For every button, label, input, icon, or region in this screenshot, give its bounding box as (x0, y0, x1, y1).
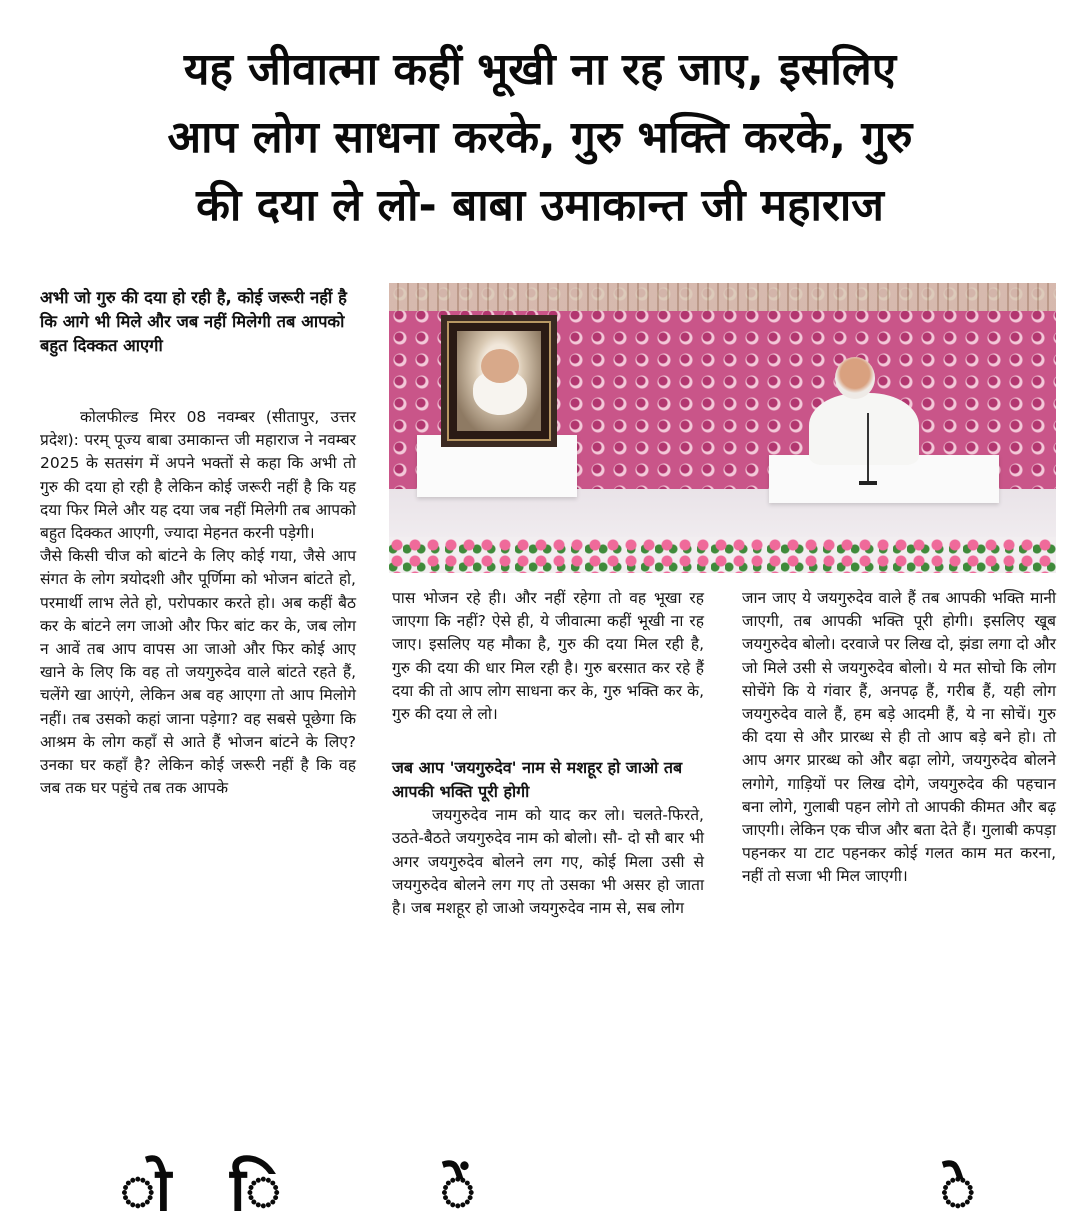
headline-line-2: आप लोग साधना करके, गुरु भक्ति करके, गुरु (167, 112, 913, 163)
microphone-stand (867, 413, 869, 483)
speaker-head (835, 357, 875, 399)
body-paragraph: जयगुरुदेव नाम को याद कर लो। चलते-फिरते, उठते-बैठते जयगुरुदेव नाम को बोलो। सौ- दो सौ बार भी अगर जयगुरुदेव बोलने लग गए, कोई मिला उसी से जयगुरुदेव बोलने लग गए तो उसका भी असर हो जाता है। जब मशहूर हो जाओ जयगुरुदेव नाम से, सब लोग (392, 806, 704, 918)
flower-decoration (389, 537, 1056, 573)
next-headline-cropped: ो ि ें े (120, 1155, 976, 1225)
article-column-1 (40, 406, 356, 800)
headline-line-3: की दया ले लो- बाबा उमाकान्त जी महाराज (196, 180, 884, 231)
body-paragraph: जैसे किसी चीज को बांटने के लिए कोई गया, जैसे आप संगत के लोग त्रयोदशी और पूर्णिमा को भोजन बांटते हो, परमार्थी लाभ लेते हो, परोपकार करते हो। अब कहीं बैठ कर के बांटने लग जाओ और फिर बांट कर के, जब लोग न आवें तब आप वापस आ जाओ और फिर कोई आए खाने के लिए कि वह तो जयगुरुदेव वाले बांटते रहते हैं, चलेंगे खा आएंगे, लेकिन अब वह आएगा तो आप मिलोगे नहीं। तब उसको कहां जाना पड़ेगा? वह सबसे पूछेगा कि आश्रम के लोग कहाँ से आते हैं भोजन बांटने के लिए? उनका घर कहाँ है? लेकिन कोई जरूरी नहीं है कि वह जब तक घर पहुंचे तब तक आपके (40, 547, 356, 798)
seated-speaker (809, 393, 919, 465)
body-paragraph: जान जाए ये जयगुरुदेव वाले हैं तब आपकी भक्ति मानी जाएगी, तब आपकी भक्ति पूरी होगी। इसलिए खूब जयगुरुदेव बोलो। दरवाजे पर लिख दो, झंडा लगा दो और जो मिले उसी से जयगुरुदेव बोलो। ये मत सोचो कि लोग सोचेंगे कि ये गंवार हैं, अनपढ़ हैं, गरीब हैं, यही लोग जयगुरुदेव वाले हैं, हम बड़े आदमी हैं, ये ना सोचें। गुरु की दया से और प्रारब्ध से ही तो आप बड़े बने हो। तो आप अगर प्रारब्ध को और बढ़ा लोगे, जयगुरुदेव बोलने लगोगे, गाड़ियों पर लिख दोगे, जयगुरुदेव की पहचान बना लोगे, गुलाबी पहन लोगे तो आपकी कीमत और बढ़ जाएगी। लेकिन एक चीज और बता देते हैं। गुलाबी कपड़ा पहनकर या टाट पहनकर कोई गलत काम मत करना, नहीं तो सजा भी मिल जाएगी। (742, 589, 1056, 886)
stage-canopy (389, 283, 1056, 311)
subheadline: अभी जो गुरु की दया हो रही है, कोई जरूरी नहीं है कि आगे भी मिले और जब नहीं मिलेगी तब आपको बहुत दिक्कत आएगी (40, 288, 347, 355)
satsang-photo (389, 283, 1056, 573)
article-column-2 (392, 587, 704, 920)
headline (30, 36, 1050, 240)
body-paragraph: पास भोजन रहे ही। और नहीं रहेगा तो वह भूखा रह जाएगा कि नहीं? ऐसे ही, ये जीवात्मा कहीं भूखी ना रह जाए। इसलिए यह मौका है, गुरु की दया मिल रही है, गुरु की दया की धार मिल रही है। गुरु बरसात कर रहे हैं दया की तो आप लोग साधना कर के, गुरु भक्ति कर के, गुरु की दया ले लो। (392, 589, 704, 724)
microphone-base (859, 481, 877, 485)
dateline-paragraph: कोलफील्ड मिरर 08 नवम्बर (सीतापुर, उत्तर प्रदेश): परम् पूज्य बाबा उमाकान्त जी महाराज ने नवम्बर 2025 के सतसंग में अपने भक्तों से कहा कि अभी तो गुरु की दया हो रही है लेकिन कोई जरूरी नहीं है कि यह दया फिर मिले और यह दया जब नहीं मिलेगी तब आपको बहुत दिक्कत आएगी, ज्यादा मेहनत करनी पड़ेगी। (40, 408, 356, 543)
headline-line-1: यह जीवात्मा कहीं भूखी ना रह जाए, इसलिए (183, 44, 897, 95)
framed-portrait (441, 315, 557, 447)
section-heading: जब आप 'जयगुरुदेव' नाम से मशहूर हो जाओ तब आपकी भक्ति पूरी होगी (392, 758, 683, 802)
article-column-3 (742, 587, 1056, 889)
